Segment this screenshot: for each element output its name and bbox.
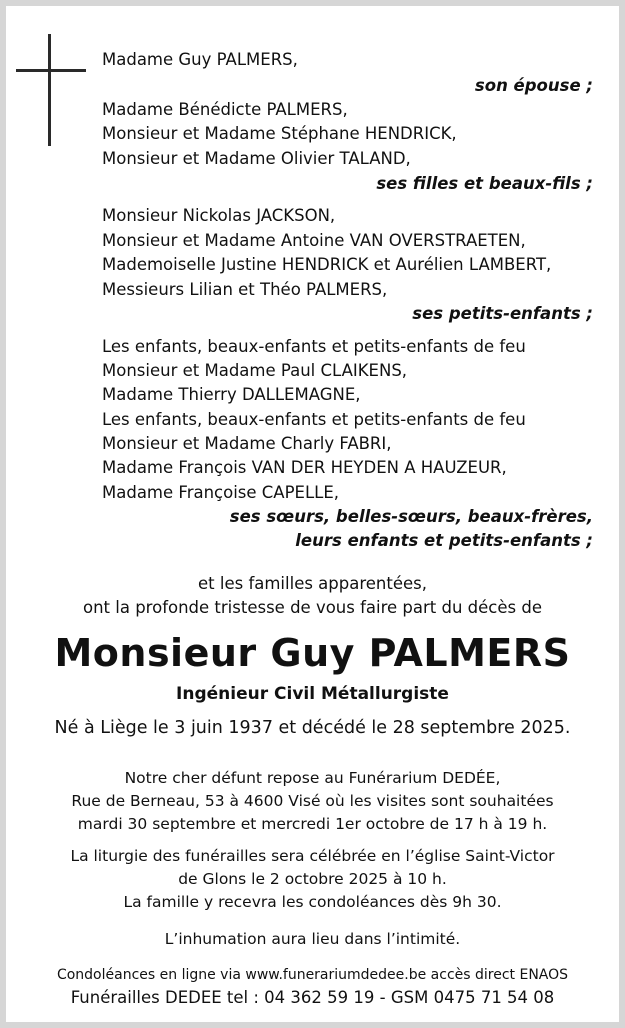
relation-siblings: ses sœurs, belles-sœurs, beaux-frères, bbox=[229, 507, 593, 526]
announcement-line: et les familles apparentées, bbox=[198, 574, 427, 593]
relation-siblings-children: leurs enfants et petits-enfants ; bbox=[295, 531, 593, 550]
family-line: Les enfants, beaux-enfants et petits-enfants de feu bbox=[102, 337, 526, 356]
cross-icon bbox=[48, 34, 51, 146]
burial-line: L’inhumation aura lieu dans l’intimité. bbox=[164, 930, 461, 948]
visit-line: mardi 30 septembre et mercredi 1er octobre de 17 h à 19 h. bbox=[77, 815, 548, 833]
liturgy-line: de Glons le 2 octobre 2025 à 10 h. bbox=[178, 870, 447, 888]
family-line: Madame François VAN DER HEYDEN A HAUZEUR, bbox=[102, 458, 507, 477]
cross-icon-bar bbox=[16, 69, 86, 72]
birth-death: Né à Liège le 3 juin 1937 et décédé le 28 septembre 2025. bbox=[54, 718, 571, 738]
contact-line: Funérailles DEDEE tel : 04 362 59 19 - GSM 0475 71 54 08 bbox=[70, 988, 555, 1007]
obituary-card bbox=[6, 6, 619, 1022]
deceased-title: Ingénieur Civil Métallurgiste bbox=[176, 684, 449, 704]
visit-line: Notre cher défunt repose au Funérarium DEDÉE, bbox=[124, 769, 501, 787]
family-line: Monsieur et Madame Olivier TALAND, bbox=[102, 149, 411, 168]
deceased-name: Monsieur Guy PALMERS bbox=[54, 631, 571, 675]
family-line: Monsieur Nickolas JACKSON, bbox=[102, 206, 336, 225]
family-line: Monsieur et Madame Paul CLAIKENS, bbox=[102, 361, 408, 380]
condolences-line: Condoléances en ligne via www.funerariumdedee.be accès direct ENAOS bbox=[56, 967, 569, 983]
family-line: Mademoiselle Justine HENDRICK et Aurélien LAMBERT, bbox=[102, 255, 552, 274]
family-line: Messieurs Lilian et Théo PALMERS, bbox=[102, 280, 388, 299]
family-line: Monsieur et Madame Antoine VAN OVERSTRAETEN, bbox=[102, 231, 526, 250]
family-line: Madame Bénédicte PALMERS, bbox=[102, 100, 348, 119]
visit-line: Rue de Berneau, 53 à 4600 Visé où les visites sont souhaitées bbox=[71, 792, 554, 810]
relation-wife: son épouse ; bbox=[474, 76, 593, 95]
relation-daughters: ses filles et beaux-fils ; bbox=[376, 174, 593, 193]
liturgy-line: La famille y recevra les condoléances dès 9h 30. bbox=[123, 893, 502, 911]
family-line: Monsieur et Madame Stéphane HENDRICK, bbox=[102, 124, 457, 143]
family-line: Madame Françoise CAPELLE, bbox=[102, 483, 340, 502]
family-line: Madame Guy PALMERS, bbox=[102, 50, 298, 69]
family-line: Les enfants, beaux-enfants et petits-enfants de feu bbox=[102, 410, 526, 429]
announcement-line: ont la profonde tristesse de vous faire part du décès de bbox=[83, 598, 542, 617]
family-line: Madame Thierry DALLEMAGNE, bbox=[102, 385, 361, 404]
relation-grandchildren: ses petits-enfants ; bbox=[412, 304, 593, 323]
liturgy-line: La liturgie des funérailles sera célébrée en l’église Saint-Victor bbox=[70, 847, 555, 865]
family-line: Monsieur et Madame Charly FABRI, bbox=[102, 434, 392, 453]
